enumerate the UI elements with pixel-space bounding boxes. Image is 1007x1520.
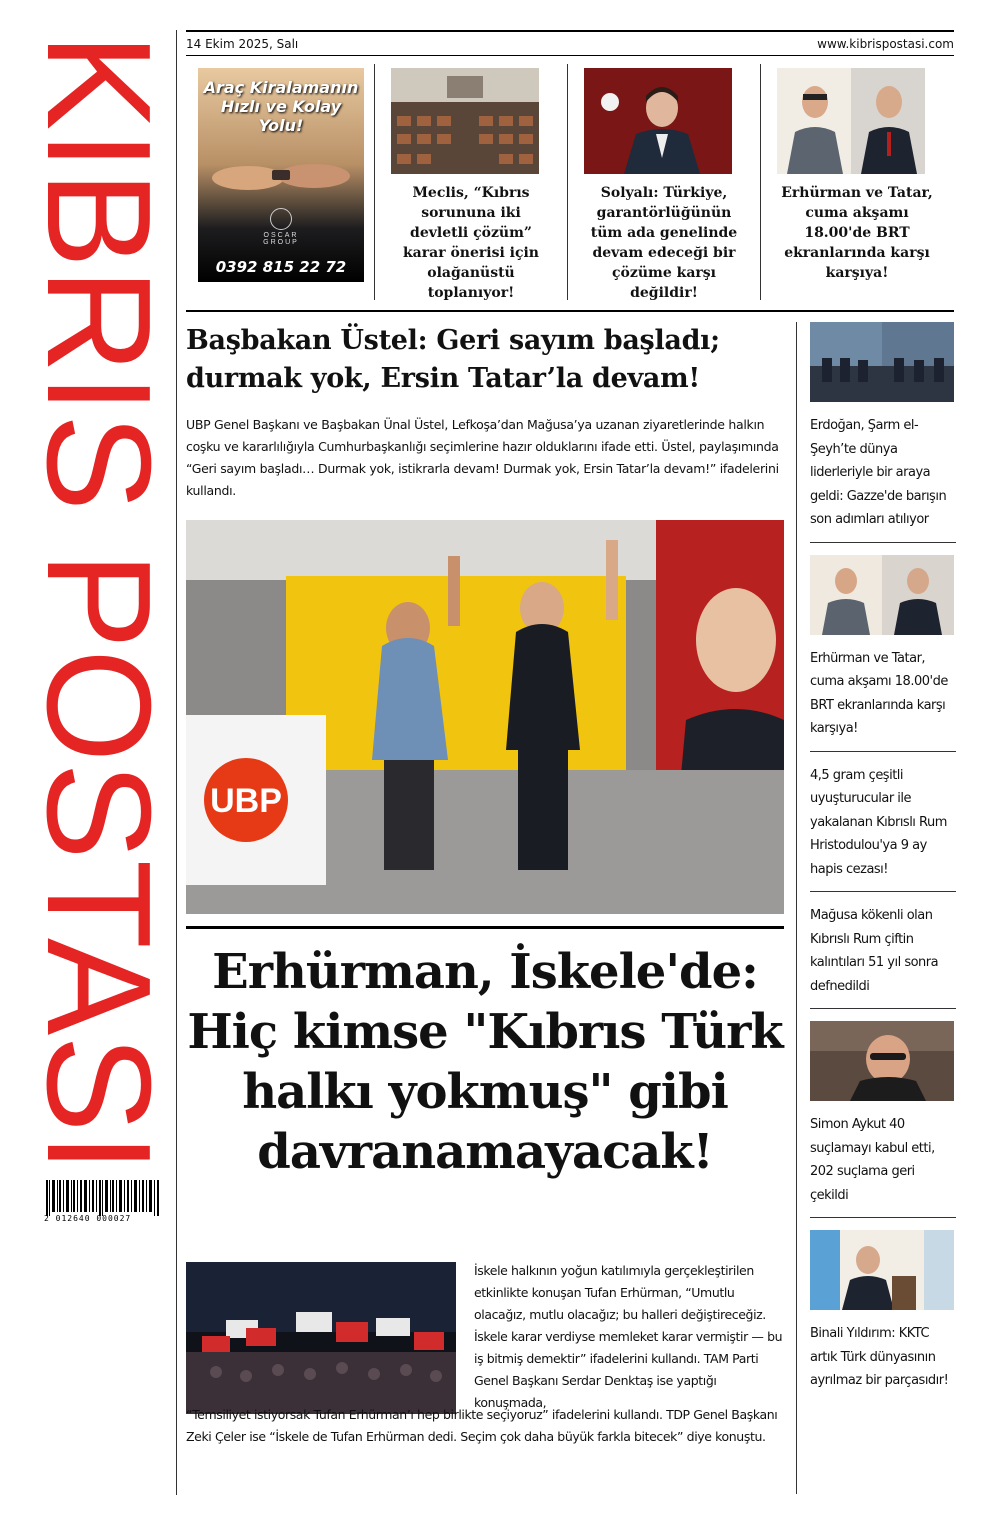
binali-yildirim-photo [810, 1230, 954, 1310]
advert-phone: 0392 815 22 72 [215, 258, 347, 276]
sidebar-news-text: Erhürman ve Tatar, cuma akşamı 18.00'de BRT ekranlarında karşı karşıya! [810, 650, 948, 736]
masthead-title: KIBRIS POSTASI [16, 33, 181, 1190]
top-news-item[interactable] [567, 64, 760, 300]
main-story-divider [186, 926, 784, 929]
erhurman-tatar-sidebar-photo [810, 555, 954, 635]
top-news-row [186, 64, 954, 300]
sidebar-news-text: Mağusa kökenli olan Kıbrıslı Rum çiftin kalıntıları 51 yıl sonra defnedildi [810, 908, 939, 994]
sidebar-news-text: Simon Aykut 40 suçlamayı kabul etti, 202 suçlama geri çekildi [810, 1117, 935, 1203]
crowd-flags-image [186, 1262, 456, 1414]
summit-photo [810, 322, 954, 402]
solyali-photo [584, 68, 732, 174]
website-link[interactable]: www.kibrispostasi.com [817, 36, 954, 51]
lead-story-title[interactable]: Başbakan Üstel: Geri sayım başladı; durmak yok, Ersin Tatar’la devam! [186, 325, 720, 394]
barcode-number: 2 012640 000027 [44, 1214, 132, 1223]
handshake-keys-image [210, 156, 352, 196]
top-news-headline: Meclis, “Kıbrıs sorununa iki devletli çözüm” karar önerisi için olağanüstü toplanıyor! [402, 185, 539, 301]
masthead-logo[interactable] [16, 28, 181, 1190]
main-story-title[interactable]: Erhürman, İskele'de: Hiç kimse "Kıbrıs Türk halkı yokmuş" gibi davranamayacak! [187, 944, 783, 1180]
sidebar-news-text: Binali Yıldırım: KKTC artık Türk dünyasının ayrılmaz bir parçasıdır! [810, 1326, 949, 1388]
date-bar [186, 30, 954, 56]
sidebar-photo [810, 555, 954, 635]
sidebar-divider [796, 322, 797, 1494]
sidebar-news-item[interactable] [810, 322, 956, 543]
rally-stage-image [186, 520, 784, 914]
sidebar-news [810, 322, 956, 1415]
iskele-rally-photo[interactable] [186, 1262, 456, 1414]
ubp-podium-logo: UBP [210, 782, 282, 820]
sidebar-photo [810, 1021, 954, 1101]
lead-story-photo[interactable] [186, 520, 784, 914]
top-news-item[interactable] [760, 64, 953, 300]
sidebar-news-item[interactable] [810, 904, 956, 1009]
column-divider [176, 30, 177, 1495]
oscar-group-logo: OSCAR GROUP [198, 208, 364, 246]
erhurman-tatar-photo [777, 68, 925, 174]
sidebar-photo [810, 1230, 954, 1310]
advert-box[interactable] [198, 68, 364, 282]
advert-headline: Araç Kiralamanın Hızlı ve Kolay Yolu! [203, 78, 359, 135]
top-news-headline: Erhürman ve Tatar, cuma akşamı 18.00'de BRT ekranlarında karşı karşıya! [781, 185, 933, 281]
sidebar-news-item[interactable] [810, 764, 956, 893]
sidebar-news-item[interactable] [810, 555, 956, 752]
sidebar-news-item[interactable] [810, 1021, 956, 1218]
top-news-headline: Solyalı: Türkiye, garantörlüğünün tüm ada genelinde devam edeceği bir çözüme karşı değildir! [590, 185, 738, 301]
parliament-photo [391, 68, 539, 174]
main-story-body: İskele halkının yoğun katılımıyla gerçekleştirilen etkinlikte konuşan Tufan Erhürman, “Umutlu olacağız, mutlu olacağız; bu halleri değiştireceğiz. İskele karar verdiyse memleket karar vermiştir — bu iş bitmiş demektir” ifadelerini kullandı. TAM Parti Genel Başkanı Serdar Denktaş ise yaptığı konuşmada, [474, 1263, 783, 1410]
simon-aykut-photo [810, 1021, 954, 1101]
lead-story-body: UBP Genel Başkanı ve Başbakan Ünal Üstel, Lefkoşa’dan Mağusa’ya uzanan ziyaretlerinde halkın coşku ve kararlılığıyla Cumhurbaşkanlığı seçimlerine hazır olduklarını ifade etti. Üstel, paylaşımında “Geri sayım başladı… Durmak yok, istikrarla devam! Durmak yok, Ersin Tatar’la devam!” ifadelerini kullandı. [186, 417, 779, 498]
sidebar-news-text: 4,5 gram çeşitli uyuşturucular ile yakalanan Kıbrıslı Rum Hristodulou'ya 9 ay hapis cezası! [810, 767, 947, 877]
issue-date: 14 Ekim 2025, Salı [186, 36, 299, 51]
oscar-badge-icon [270, 208, 292, 230]
sidebar-news-item[interactable] [810, 1230, 956, 1403]
main-story-body-continued: “Temsiliyet istiyorsak Tufan Erhürman’ı hep birlikte seçiyoruz” ifadelerini kullandı. TDP Genel Başkanı Zeki Çeler ise “İskele de Tufan Erhürman dedi. Seçim çok daha büyük farkla bitecek” diye konuştu. [186, 1407, 778, 1444]
sidebar-photo [810, 322, 954, 402]
top-news-item[interactable] [374, 64, 567, 300]
car-rental-advert[interactable] [186, 64, 374, 300]
section-divider [186, 310, 954, 312]
sidebar-news-text: Erdoğan, Şarm el-Şeyh’te dünya liderleriyle bir araya geldi: Gazze'de barışın son adımları atılıyor [810, 418, 947, 527]
